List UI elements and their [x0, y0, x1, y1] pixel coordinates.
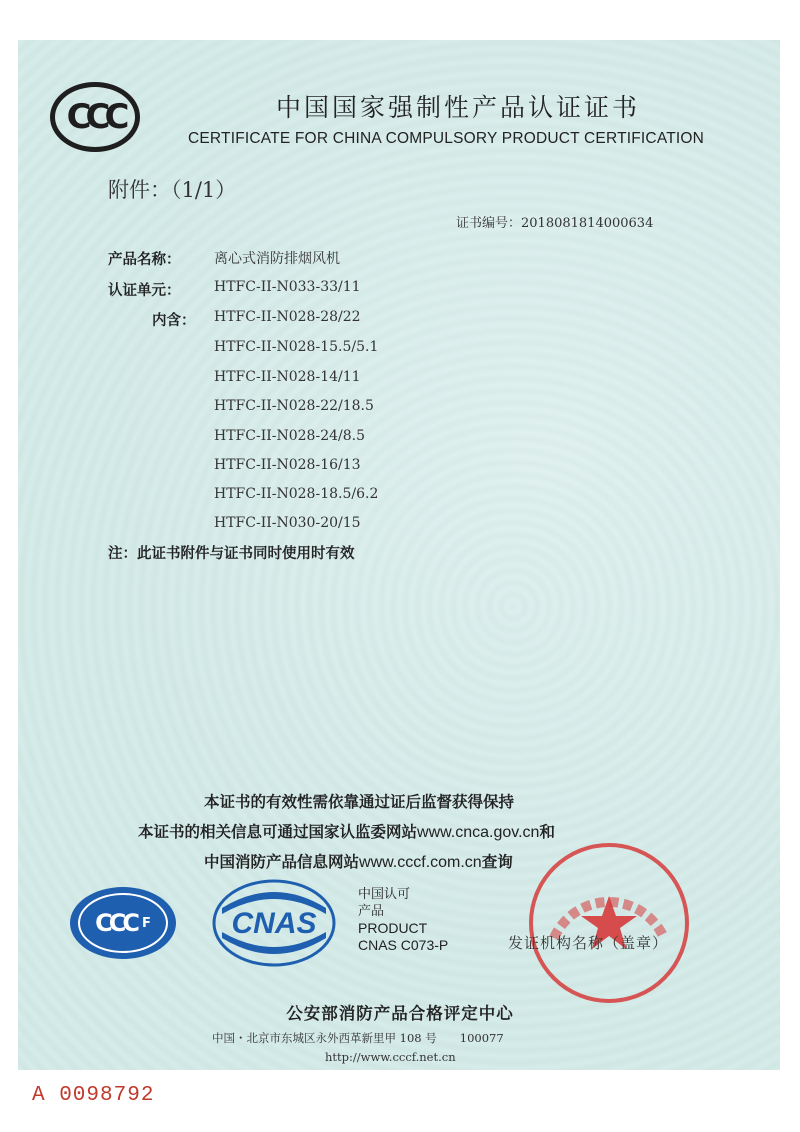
- validity-note: 注：此证书附件与证书同时使用时有效: [108, 546, 355, 562]
- title-chinese: 中国国家强制性产品认证证书: [276, 93, 641, 122]
- certificate-number: 证书编号：2018081814000634: [456, 216, 654, 231]
- validity-line-3: [204, 850, 513, 872]
- ccc-logo: [50, 82, 140, 152]
- accreditation-line-4: CNAS C073-P: [358, 937, 449, 953]
- accreditation-line-2: 产品: [358, 904, 385, 919]
- validity-line-3-suffix: 查询: [481, 853, 513, 871]
- accreditation-line-3: PRODUCT: [358, 920, 428, 936]
- model-item: HTFC-II-N028-24/8.5: [214, 428, 365, 444]
- cccf-logo-text: CCC: [95, 909, 136, 937]
- title-english: CERTIFICATE FOR CHINA COMPULSORY PRODUCT CERTIFICATION: [188, 130, 705, 147]
- product-name-label: 产品名称：: [108, 252, 181, 268]
- cccf-website-link[interactable]: www.cccf.com.cn: [359, 854, 482, 871]
- includes-label: 内含：: [152, 313, 196, 329]
- model-item: HTFC-II-N028-16/13: [214, 457, 361, 473]
- ccc-logo-text: CCC: [66, 97, 124, 137]
- cnca-website-link[interactable]: www.cnca.gov.cn: [417, 824, 540, 841]
- attachment-number: 附件：（1/1）: [108, 178, 237, 202]
- model-item: HTFC-II-N028-14/11: [214, 369, 361, 385]
- cccf-logo-suffix: F: [141, 915, 151, 931]
- issuing-center-name: 公安部消防产品合格评定中心: [286, 1004, 514, 1023]
- model-item: HTFC-II-N028-15.5/5.1: [214, 339, 379, 355]
- validity-line-2: [138, 820, 555, 842]
- official-seal: [524, 838, 694, 1008]
- cnas-logo-text: CNAS: [231, 907, 317, 940]
- validity-line-2-prefix: 本证书的相关信息可通过国家认监委网站: [138, 823, 418, 841]
- issuer-website[interactable]: http://www.cccf.net.cn: [325, 1050, 456, 1064]
- validity-line-2-suffix: 和: [539, 823, 555, 841]
- model-item: HTFC-II-N030-20/15: [214, 515, 361, 531]
- validity-line-3-prefix: 中国消防产品信息网站: [204, 853, 360, 871]
- cnas-logo: [212, 878, 336, 968]
- model-item: HTFC-II-N028-22/18.5: [214, 398, 374, 414]
- cert-unit-label: 认证单元：: [108, 283, 181, 299]
- accreditation-block: [358, 886, 448, 954]
- serial-number: A 0098792: [32, 1084, 155, 1107]
- cccf-logo-inner: [78, 893, 168, 953]
- accreditation-line-1: 中国认可: [358, 887, 411, 902]
- cert-unit-value: HTFC-II-N033-33/11: [214, 279, 361, 295]
- validity-line-1-text: 本证书的有效性需依靠通过证后监督获得保持: [204, 793, 515, 811]
- issuer-address: 中国・北京市东城区永外西革新里甲 108 号 100077: [212, 1031, 504, 1045]
- model-item: HTFC-II-N028-28/22: [214, 309, 361, 325]
- issuer-label: 发证机构名称（盖章）: [508, 934, 669, 952]
- model-item: HTFC-II-N028-18.5/6.2: [214, 486, 379, 502]
- cccf-logo: [70, 887, 176, 959]
- product-name-value: 离心式消防排烟风机: [214, 251, 340, 267]
- validity-line-1: [204, 790, 514, 812]
